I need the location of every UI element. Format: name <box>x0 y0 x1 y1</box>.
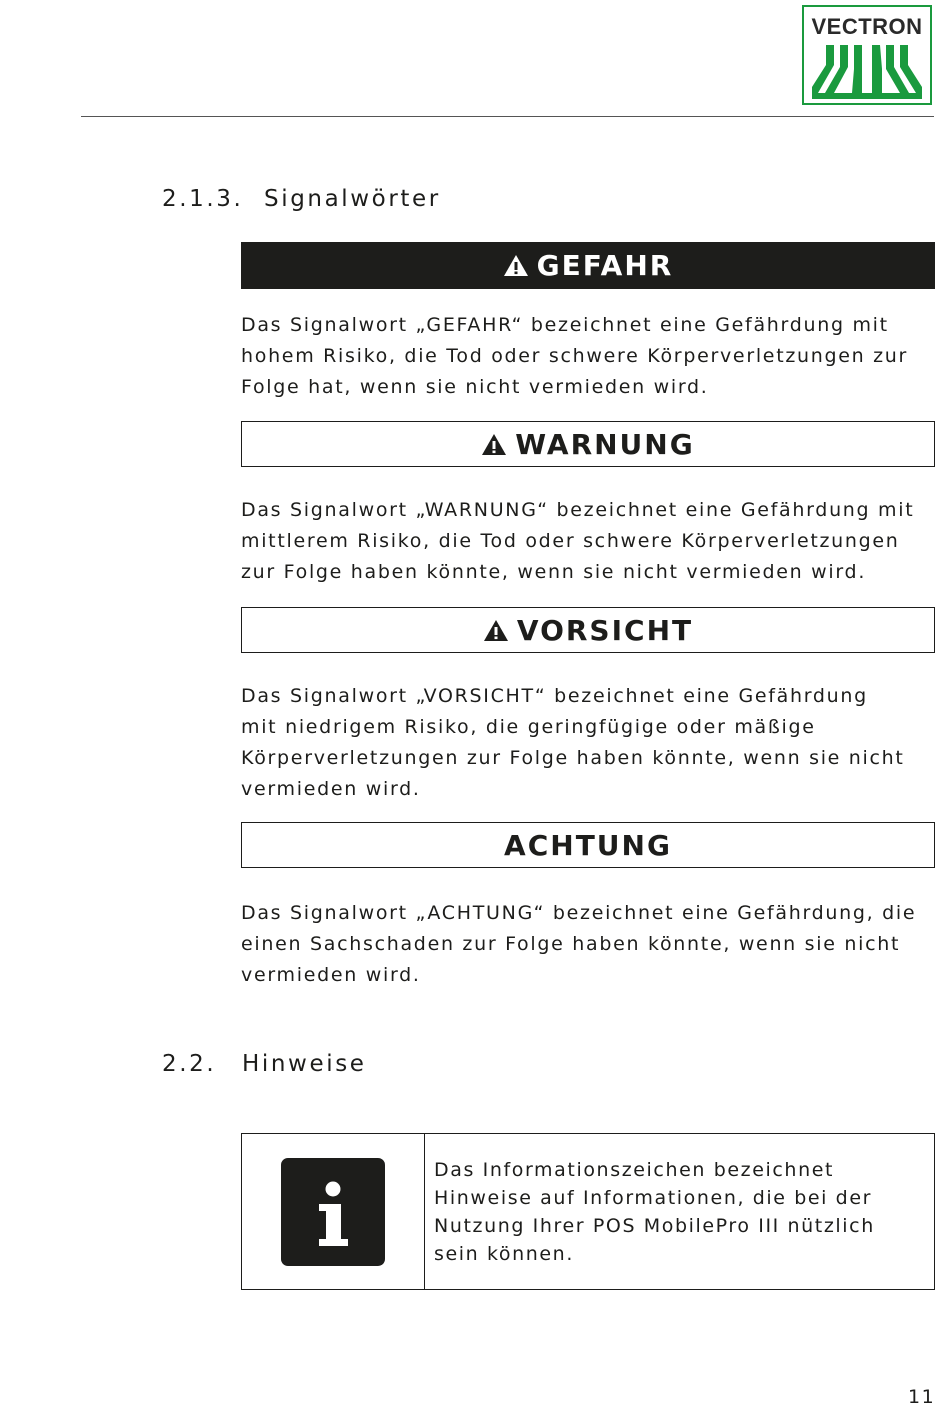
section-number: 2.2. <box>162 1051 217 1077</box>
description-line: einen Sachschaden zur Folge haben könnte, wenn sie nicht <box>241 933 901 955</box>
signal-word-label: GEFAHR <box>536 249 674 282</box>
info-note-box <box>241 1133 935 1290</box>
description-line: vermieden wird. <box>241 964 421 986</box>
warning-triangle-icon <box>481 433 507 456</box>
description-line: zur Folge haben könnte, wenn sie nicht vermieden wird. <box>241 561 867 583</box>
info-line: sein können. <box>434 1243 574 1265</box>
signal-word-warnung <box>241 421 935 467</box>
signal-word-vorsicht <box>241 607 935 653</box>
signal-description-vorsicht <box>241 681 931 805</box>
signal-description-achtung <box>241 898 931 991</box>
info-note-text <box>434 1156 929 1268</box>
info-line: Hinweise auf Informationen, die bei der <box>434 1187 873 1209</box>
signal-word-label: ACHTUNG <box>504 828 672 862</box>
description-line: Das Signalwort „ACHTUNG“ bezeichnet eine Gefährdung, die <box>241 902 917 924</box>
info-line: Nutzung Ihrer POS MobilePro III nützlich <box>434 1215 875 1237</box>
description-line: mit niedrigem Risiko, die geringfügige oder mäßige <box>241 716 816 738</box>
warning-triangle-icon <box>503 254 529 277</box>
description-line: Das Signalwort „WARNUNG“ bezeichnet eine Gefährdung mit <box>241 499 915 521</box>
warning-triangle-icon <box>483 619 509 642</box>
page-number: 11 <box>908 1386 936 1408</box>
signal-description-warnung <box>241 495 931 588</box>
description-line: Körperverletzungen zur Folge haben könnte, wenn sie nicht <box>241 747 905 769</box>
signal-word-label: WARNUNG <box>515 427 695 461</box>
description-line: Das Signalwort „GEFAHR“ bezeichnet eine Gefährdung mit <box>241 314 889 336</box>
description-line: Folge hat, wenn sie nicht vermieden wird. <box>241 376 709 398</box>
section-title: Signalwörter <box>264 186 441 212</box>
logo-stripes-icon <box>812 43 922 101</box>
info-line: Das Informationszeichen bezeichnet <box>434 1159 835 1181</box>
info-box-divider <box>424 1134 425 1289</box>
info-icon <box>281 1158 385 1266</box>
description-line: mittlerem Risiko, die Tod oder schwere Körperverletzungen <box>241 530 900 552</box>
vectron-logo <box>802 5 932 105</box>
description-line: hohem Risiko, die Tod oder schwere Körperverletzungen zur <box>241 345 909 367</box>
description-line: vermieden wird. <box>241 778 421 800</box>
logo-text: VECTRON <box>811 14 923 39</box>
section-heading-signalwoerter <box>162 186 441 212</box>
signal-description-gefahr <box>241 310 931 403</box>
section-heading-hinweise <box>162 1051 367 1077</box>
signal-word-achtung <box>241 822 935 868</box>
signal-word-label: VORSICHT <box>516 613 694 647</box>
description-line: Das Signalwort „VORSICHT“ bezeichnet eine Gefährdung <box>241 685 868 707</box>
section-number: 2.1.3. <box>162 186 244 212</box>
header-divider <box>81 116 934 117</box>
section-title: Hinweise <box>242 1051 367 1077</box>
signal-word-gefahr <box>241 242 935 289</box>
